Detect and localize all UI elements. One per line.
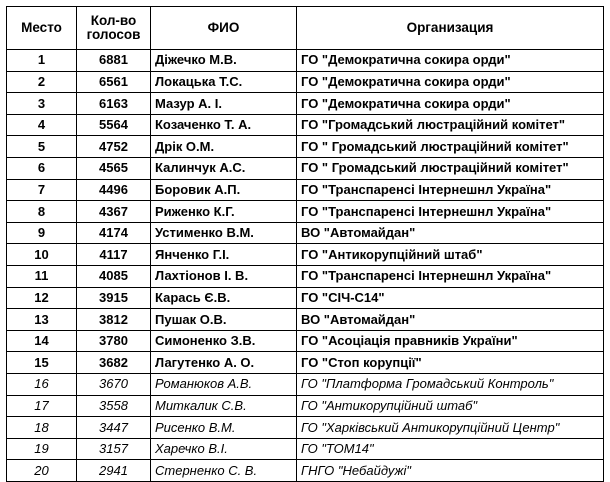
- cell-votes: 3812: [77, 309, 151, 331]
- table-header-row: [7, 7, 604, 50]
- cell-votes: 4367: [77, 201, 151, 223]
- cell-organization: ВО "Автомайдан": [297, 309, 604, 331]
- cell-place: 9: [7, 222, 77, 244]
- cell-votes: 4174: [77, 222, 151, 244]
- table-row: [7, 157, 604, 179]
- cell-votes: 2941: [77, 460, 151, 482]
- cell-organization: ГО " Громадський люстраційний комітет": [297, 136, 604, 158]
- cell-votes: 4752: [77, 136, 151, 158]
- cell-place: 17: [7, 395, 77, 417]
- cell-name: Рисенко В.М.: [151, 417, 297, 439]
- cell-name: Стерненко С. В.: [151, 460, 297, 482]
- cell-organization: ГО "Транспаренсі Інтернешнл Україна": [297, 265, 604, 287]
- results-table: [6, 6, 604, 482]
- cell-name: Симоненко З.В.: [151, 330, 297, 352]
- cell-name: Козаченко Т. А.: [151, 114, 297, 136]
- table-body: [7, 50, 604, 482]
- cell-votes: 3780: [77, 330, 151, 352]
- cell-votes: 5564: [77, 114, 151, 136]
- cell-place: 14: [7, 330, 77, 352]
- cell-name: Дрік О.М.: [151, 136, 297, 158]
- cell-name: Янченко Г.І.: [151, 244, 297, 266]
- cell-place: 20: [7, 460, 77, 482]
- cell-name: Боровик А.П.: [151, 179, 297, 201]
- cell-votes: 6163: [77, 93, 151, 115]
- cell-place: 1: [7, 50, 77, 72]
- table-row: [7, 265, 604, 287]
- cell-place: 5: [7, 136, 77, 158]
- table-row: [7, 114, 604, 136]
- cell-votes: 6561: [77, 71, 151, 93]
- cell-organization: ГО "Платформа Громадський Контроль": [297, 373, 604, 395]
- table-row: [7, 352, 604, 374]
- cell-name: Діжечко М.В.: [151, 50, 297, 72]
- cell-votes: 4565: [77, 157, 151, 179]
- cell-name: Локацька Т.С.: [151, 71, 297, 93]
- cell-place: 18: [7, 417, 77, 439]
- table-row: [7, 330, 604, 352]
- table-row: [7, 93, 604, 115]
- cell-organization: ГО "Антикорупційний штаб": [297, 244, 604, 266]
- cell-votes: 3670: [77, 373, 151, 395]
- cell-organization: ГО "Громадський люстраційний комітет": [297, 114, 604, 136]
- cell-place: 16: [7, 373, 77, 395]
- cell-name: Лагутенко А. О.: [151, 352, 297, 374]
- cell-organization: ГО "Харківський Антикорупційний Центр": [297, 417, 604, 439]
- cell-organization: ВО "Автомайдан": [297, 222, 604, 244]
- table-row: [7, 309, 604, 331]
- cell-organization: ГО "Демократична сокира орди": [297, 50, 604, 72]
- cell-place: 12: [7, 287, 77, 309]
- cell-organization: ГО "Демократична сокира орди": [297, 71, 604, 93]
- cell-place: 6: [7, 157, 77, 179]
- cell-votes: 3682: [77, 352, 151, 374]
- cell-organization: ГО "Транспаренсі Інтернешнл Україна": [297, 201, 604, 223]
- cell-name: Мазур А. І.: [151, 93, 297, 115]
- table-row: [7, 244, 604, 266]
- table-row: [7, 179, 604, 201]
- table-row: [7, 373, 604, 395]
- table-row: [7, 71, 604, 93]
- cell-name: Устименко В.М.: [151, 222, 297, 244]
- cell-name: Риженко К.Г.: [151, 201, 297, 223]
- cell-votes: 3558: [77, 395, 151, 417]
- cell-name: Харечко В.І.: [151, 438, 297, 460]
- cell-place: 11: [7, 265, 77, 287]
- cell-votes: 4085: [77, 265, 151, 287]
- table-row: [7, 395, 604, 417]
- cell-place: 19: [7, 438, 77, 460]
- cell-votes: 3447: [77, 417, 151, 439]
- table-row: [7, 460, 604, 482]
- table-row: [7, 201, 604, 223]
- table-header: [7, 7, 604, 50]
- cell-organization: ГО "Транспаренсі Інтернешнл Україна": [297, 179, 604, 201]
- cell-place: 4: [7, 114, 77, 136]
- cell-place: 15: [7, 352, 77, 374]
- table-row: [7, 417, 604, 439]
- cell-place: 13: [7, 309, 77, 331]
- cell-place: 10: [7, 244, 77, 266]
- column-header-votes: Кол-во голосов: [77, 7, 151, 50]
- cell-name: Калинчук А.С.: [151, 157, 297, 179]
- cell-organization: ГНГО "Небайдужі": [297, 460, 604, 482]
- cell-organization: ГО "ТОМ14": [297, 438, 604, 460]
- table-row: [7, 438, 604, 460]
- column-header-place: Место: [7, 7, 77, 50]
- cell-place: 7: [7, 179, 77, 201]
- table-row: [7, 287, 604, 309]
- cell-votes: 4496: [77, 179, 151, 201]
- cell-name: Лахтіонов І. В.: [151, 265, 297, 287]
- cell-name: Карась Є.В.: [151, 287, 297, 309]
- table-row: [7, 50, 604, 72]
- column-header-organization: Организация: [297, 7, 604, 50]
- table-row: [7, 136, 604, 158]
- cell-name: Миткалик С.В.: [151, 395, 297, 417]
- cell-votes: 4117: [77, 244, 151, 266]
- cell-organization: ГО "Антикорупційний штаб": [297, 395, 604, 417]
- cell-place: 2: [7, 71, 77, 93]
- column-header-name: ФИО: [151, 7, 297, 50]
- cell-votes: 3915: [77, 287, 151, 309]
- cell-name: Пушак О.В.: [151, 309, 297, 331]
- cell-organization: ГО "Стоп корупції": [297, 352, 604, 374]
- cell-votes: 6881: [77, 50, 151, 72]
- cell-name: Романюков А.В.: [151, 373, 297, 395]
- cell-votes: 3157: [77, 438, 151, 460]
- cell-place: 8: [7, 201, 77, 223]
- table-row: [7, 222, 604, 244]
- cell-organization: ГО " Громадський люстраційний комітет": [297, 157, 604, 179]
- cell-place: 3: [7, 93, 77, 115]
- cell-organization: ГО "СІЧ-С14": [297, 287, 604, 309]
- cell-organization: ГО "Асоціація правників України": [297, 330, 604, 352]
- cell-organization: ГО "Демократична сокира орди": [297, 93, 604, 115]
